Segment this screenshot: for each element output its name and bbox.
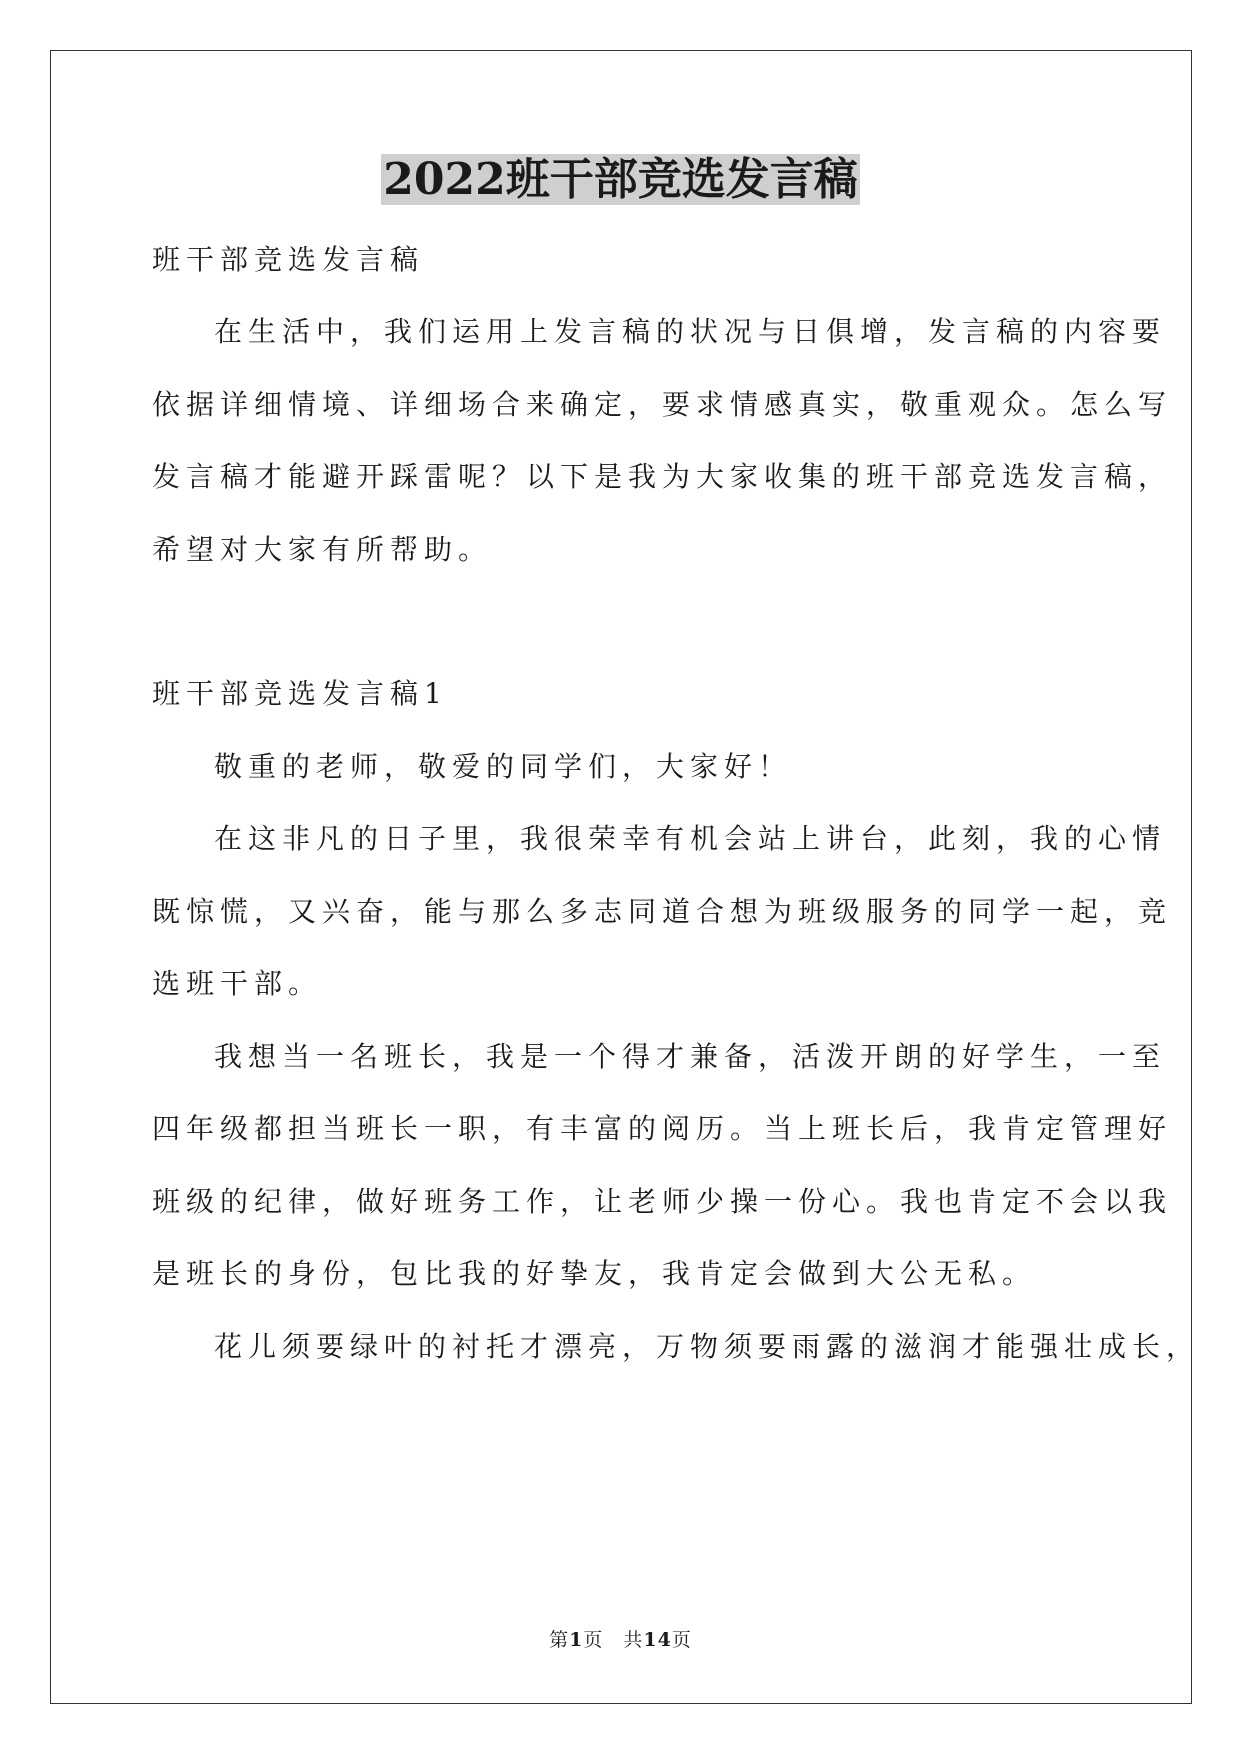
paragraph-line: 我想当一名班长，我是一个得才兼备，活泼开朗的好学生，一至 xyxy=(214,1040,1167,1073)
page-footer xyxy=(0,1627,1241,1653)
paragraph-line: 在这非凡的日子里，我很荣幸有机会站上讲台，此刻，我的心情 xyxy=(214,822,1167,855)
footer-page-suffix: 页 xyxy=(671,1629,692,1651)
document-title-text: 2022班干部竞选发言稿 xyxy=(383,154,858,205)
paragraph-line: 四年级都担当班长一职，有丰富的阅历。当上班长后，我肯定管理好 xyxy=(152,1112,1173,1145)
paragraph-line: 选班干部。 xyxy=(152,967,323,1000)
section-heading: 班干部竞选发言稿1 xyxy=(152,677,448,710)
footer-page-mid: 页 共 xyxy=(583,1629,644,1651)
footer-page-prefix: 第 xyxy=(549,1629,570,1651)
footer-page-current: 1 xyxy=(569,1629,584,1651)
paragraph-line: 是班长的身份，包比我的好挚友，我肯定会做到大公无私。 xyxy=(152,1257,1037,1290)
paragraph-line: 既惊慌，又兴奋，能与那么多志同道合想为班级服务的同学一起，竞 xyxy=(152,895,1173,928)
paragraph-line: 依据详细情境、详细场合来确定，要求情感真实，敬重观众。怎么写 xyxy=(152,388,1173,421)
subtitle-line: 班干部竞选发言稿 xyxy=(152,243,425,276)
footer-page-total: 14 xyxy=(643,1629,672,1651)
paragraph-line: 希望对大家有所帮助。 xyxy=(152,533,493,566)
paragraph-line: 发言稿才能避开踩雷呢？以下是我为大家收集的班干部竞选发言稿， xyxy=(152,460,1173,493)
paragraph-line: 敬重的老师，敬爱的同学们，大家好！ xyxy=(214,750,793,783)
document-title xyxy=(0,150,1241,210)
paragraph-line: 花儿须要绿叶的衬托才漂亮，万物须要雨露的滋润才能强壮成长， xyxy=(214,1330,1201,1363)
paragraph-line: 在生活中，我们运用上发言稿的状况与日俱增，发言稿的内容要 xyxy=(214,315,1167,348)
paragraph-line: 班级的纪律，做好班务工作，让老师少操一份心。我也肯定不会以我 xyxy=(152,1185,1173,1218)
page-border xyxy=(50,50,1201,1704)
